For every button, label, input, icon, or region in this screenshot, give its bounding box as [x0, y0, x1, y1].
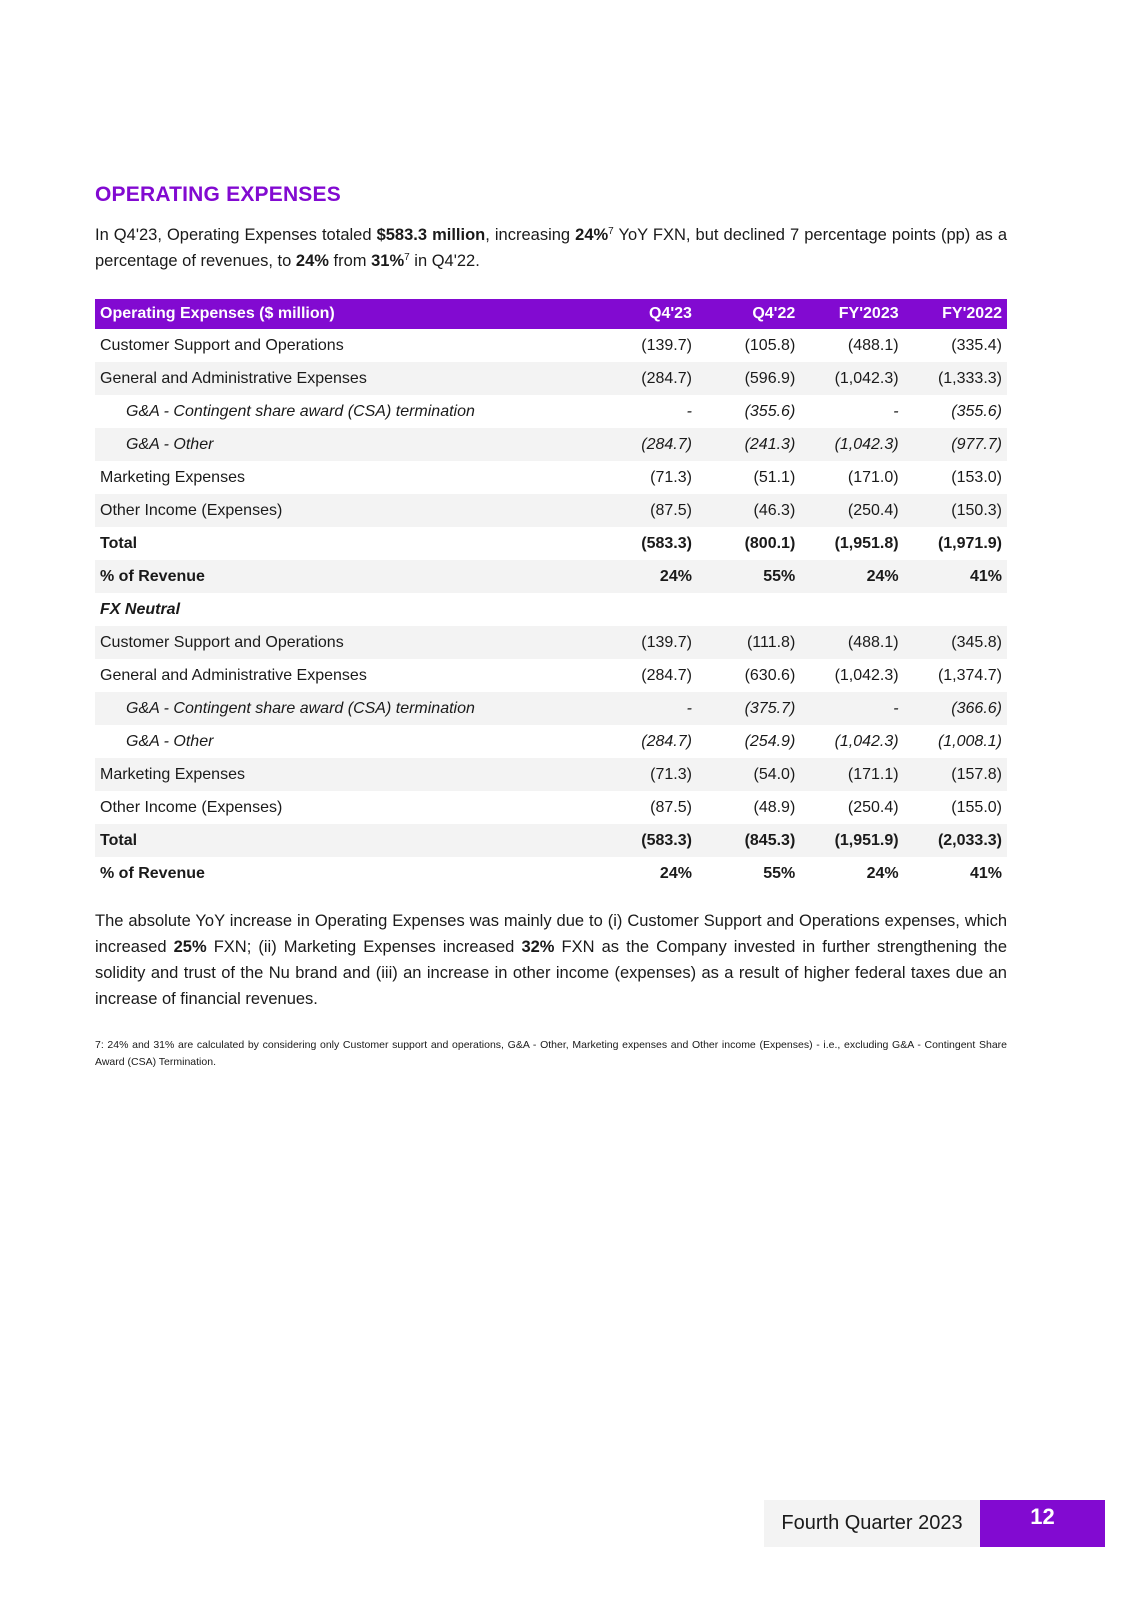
cell-fy-2022: (1,008.1): [937, 732, 1002, 750]
intro-prior-share: 31%: [371, 252, 405, 270]
cell-q4-23: (139.7): [594, 626, 697, 659]
footnote-ref: 7: [404, 252, 410, 263]
row-label: G&A - Contingent share award (CSA) termination: [126, 402, 475, 420]
cell-q4-23: -: [686, 402, 692, 420]
intro-total-amount: $583.3 million: [376, 226, 486, 244]
intro-current-share: 24%: [295, 252, 329, 270]
table-row: [95, 461, 1007, 494]
row-label: G&A - Other: [95, 428, 594, 461]
table-row: [95, 824, 1007, 857]
table-row: [95, 725, 1007, 758]
cell-fy-2023: (1,951.8): [834, 534, 899, 552]
cell-q4-22: (241.3): [697, 428, 800, 461]
row-label: % of Revenue: [100, 864, 205, 882]
row-label: Total: [100, 534, 138, 552]
cell-q4-23: (71.3): [594, 758, 697, 791]
row-label: % of Revenue: [95, 560, 594, 593]
cell-fy-2022: [904, 593, 1007, 626]
cell-fy-2023: [800, 593, 903, 626]
table-row: [95, 692, 1007, 725]
table-row: [95, 758, 1007, 791]
analysis-text: FXN; (ii) Marketing Expenses increased: [206, 938, 522, 956]
cell-fy-2022: (366.6): [904, 692, 1007, 725]
marketing-growth: 32%: [521, 938, 555, 956]
cell-fy-2022: (335.4): [951, 336, 1002, 354]
header-q4-23: Q4'23: [594, 299, 697, 329]
cell-q4-22: 55%: [763, 864, 796, 882]
table-row: [95, 593, 1007, 626]
cell-fy-2022: (1,971.9): [937, 534, 1002, 552]
cell-q4-22: (48.9): [753, 798, 796, 816]
cell-fy-2022: (1,333.3): [904, 362, 1007, 395]
cell-fy-2023: 24%: [866, 864, 899, 882]
cell-q4-22: (355.6): [744, 402, 796, 420]
cell-q4-22: (46.3): [697, 494, 800, 527]
cell-q4-23: (71.3): [650, 468, 692, 486]
section-title: OPERATING EXPENSES: [95, 183, 341, 206]
cell-q4-22: (800.1): [744, 534, 796, 552]
cell-fy-2023: (1,042.3): [834, 666, 899, 684]
analysis-text: The absolute YoY increase in Operating Expenses was mainly due to (i) Customer Support and Operations expenses, which increased: [95, 912, 1007, 956]
cell-q4-23: (284.7): [641, 732, 692, 750]
table-row: [95, 659, 1007, 692]
cell-fy-2023: -: [893, 402, 899, 420]
cell-fy-2023: (1,042.3): [834, 732, 899, 750]
row-label: Total: [95, 824, 594, 857]
analysis-text: FXN as the Company invested in further strengthening the solidity and trust of the Nu brand and (iii) an increase in other income (expenses) as a result of higher federal taxes due an increase of financial revenues.: [95, 938, 1007, 1008]
row-label: G&A - Contingent share award (CSA) termination: [95, 692, 594, 725]
cell-q4-23: (87.5): [594, 494, 697, 527]
table-row: [95, 857, 1007, 890]
table-row: [95, 395, 1007, 428]
cell-q4-23: 24%: [594, 560, 697, 593]
table-row: [95, 362, 1007, 395]
cell-q4-22: [697, 593, 800, 626]
cell-q4-22: (111.8): [697, 626, 800, 659]
cell-q4-23: (284.7): [641, 666, 692, 684]
row-label: Marketing Expenses: [95, 758, 594, 791]
table-row: [95, 626, 1007, 659]
cell-fy-2023: (171.0): [847, 468, 899, 486]
cell-fy-2022: (1,374.7): [937, 666, 1002, 684]
cell-fy-2022: (345.8): [904, 626, 1007, 659]
cell-q4-23: (583.3): [594, 824, 697, 857]
cell-q4-22: (105.8): [744, 336, 796, 354]
cell-q4-23: (284.7): [594, 428, 697, 461]
cell-q4-22: (54.0): [697, 758, 800, 791]
footnote-ref: 7: [608, 226, 614, 237]
row-label: Other Income (Expenses): [95, 494, 594, 527]
row-label: Marketing Expenses: [100, 468, 245, 486]
cell-fy-2022: (157.8): [904, 758, 1007, 791]
cell-q4-22: (51.1): [753, 468, 796, 486]
row-label: Customer Support and Operations: [95, 626, 594, 659]
row-label: General and Administrative Expenses: [95, 362, 594, 395]
page-number: 12: [980, 1500, 1105, 1547]
table-row: [95, 428, 1007, 461]
cell-fy-2022: 41%: [904, 560, 1007, 593]
cell-q4-23: (583.3): [641, 534, 692, 552]
cell-q4-22: (254.9): [744, 732, 796, 750]
table-row: [95, 329, 1007, 362]
cell-fy-2023: (250.4): [847, 798, 899, 816]
cell-fy-2022: (155.0): [951, 798, 1002, 816]
intro-text: , increasing: [485, 226, 576, 244]
cell-fy-2022: (153.0): [951, 468, 1002, 486]
row-label: Other Income (Expenses): [100, 798, 283, 816]
intro-text: from: [328, 252, 372, 270]
cell-q4-22: (596.9): [697, 362, 800, 395]
cell-fy-2022: (355.6): [951, 402, 1002, 420]
cell-q4-23: (139.7): [641, 336, 692, 354]
table-row: [95, 560, 1007, 593]
table-row: [95, 527, 1007, 560]
cell-fy-2023: (488.1): [847, 336, 899, 354]
cell-q4-23: 24%: [659, 864, 692, 882]
cell-fy-2022: 41%: [969, 864, 1002, 882]
cell-fy-2022: (2,033.3): [904, 824, 1007, 857]
cell-fy-2022: (977.7): [904, 428, 1007, 461]
table-row: [95, 494, 1007, 527]
cell-q4-22: (375.7): [697, 692, 800, 725]
operating-expenses-table: [95, 299, 1007, 890]
cell-fy-2023: (171.1): [800, 758, 903, 791]
cell-fy-2023: (1,042.3): [800, 362, 903, 395]
footer-report-label: Fourth Quarter 2023: [764, 1500, 980, 1547]
header-q4-22: Q4'22: [697, 299, 800, 329]
table-header-row: [95, 299, 1007, 329]
intro-text: in Q4'22.: [409, 252, 480, 270]
cell-q4-23: -: [594, 692, 697, 725]
footnote: 7: 24% and 31% are calculated by considering only Customer support and operations, G&A - Other, Marketing expenses and Other income (Expenses) - i.e., excluding G&A - Contingent Share Award (CSA) Termination.: [95, 1039, 1007, 1068]
cell-q4-22: (845.3): [697, 824, 800, 857]
intro-growth-rate: 24%: [575, 226, 609, 244]
cell-q4-22: 55%: [697, 560, 800, 593]
row-label: FX Neutral: [100, 600, 181, 618]
cell-q4-22: (630.6): [744, 666, 796, 684]
row-label: General and Administrative Expenses: [100, 666, 367, 684]
header-fy-2022: FY'2022: [904, 299, 1007, 329]
analysis-paragraph: [95, 908, 1007, 1012]
support-growth: 25%: [173, 938, 207, 956]
table-row: [95, 791, 1007, 824]
intro-text: YoY FXN, but declined 7 percentage points (pp) as a percentage of revenues, to: [95, 226, 1007, 270]
cell-q4-23: (87.5): [650, 798, 692, 816]
cell-fy-2023: (488.1): [800, 626, 903, 659]
cell-fy-2023: (1,951.9): [800, 824, 903, 857]
row-label: Customer Support and Operations: [100, 336, 344, 354]
cell-fy-2023: 24%: [800, 560, 903, 593]
row-label: G&A - Other: [126, 732, 214, 750]
cell-fy-2023: -: [800, 692, 903, 725]
header-label: Operating Expenses ($ million): [95, 299, 594, 329]
cell-q4-23: (284.7): [594, 362, 697, 395]
cell-fy-2022: (150.3): [904, 494, 1007, 527]
header-fy-2023: FY'2023: [800, 299, 903, 329]
cell-q4-23: [594, 593, 697, 626]
cell-fy-2023: (250.4): [800, 494, 903, 527]
intro-text: In Q4'23, Operating Expenses totaled: [95, 226, 377, 244]
intro-paragraph: [95, 222, 1007, 274]
cell-fy-2023: (1,042.3): [800, 428, 903, 461]
